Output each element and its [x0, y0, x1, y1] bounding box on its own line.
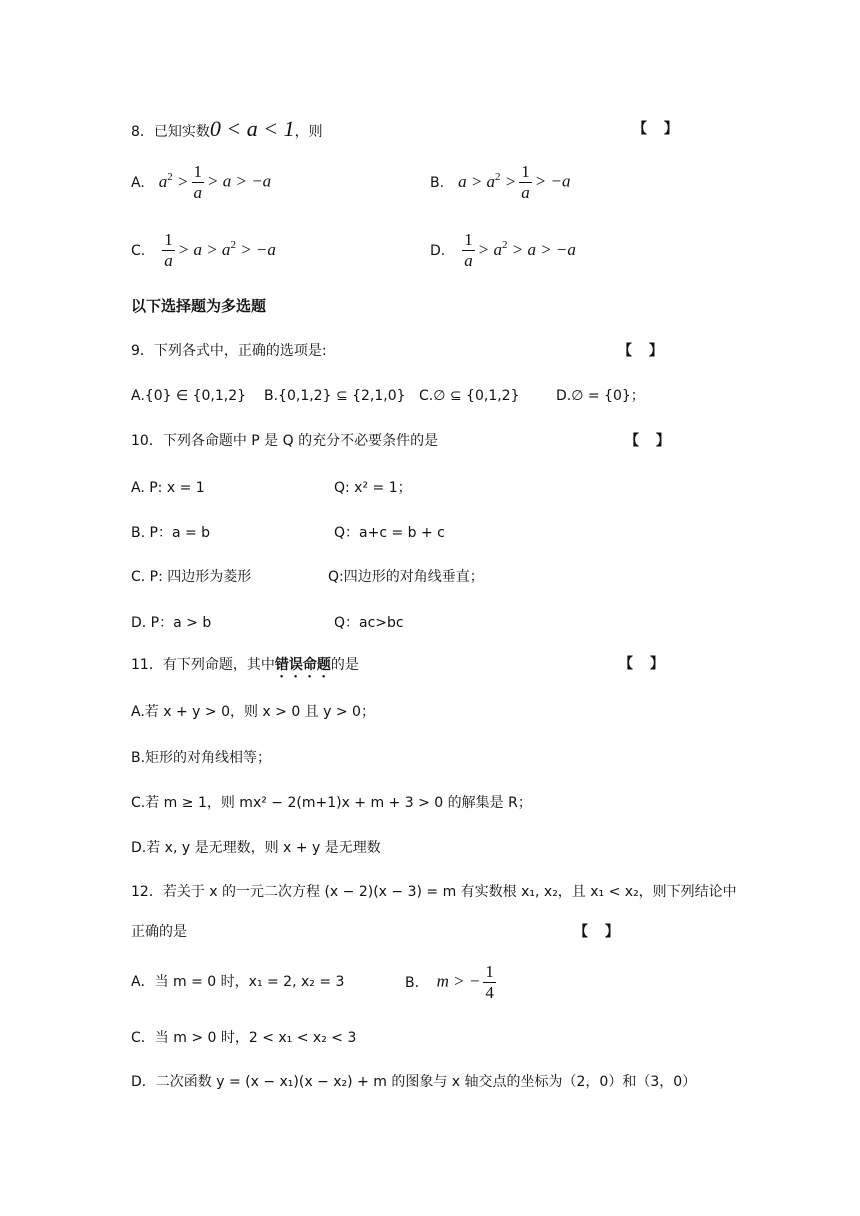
q9-option-d: D.∅ = {0}； — [556, 388, 645, 404]
q8-option-b: B. $a > a^2$ > $\frac{1}{a}$ > −a — [430, 162, 571, 202]
q11-option-b: B.矩形的对角线相等； — [131, 750, 272, 766]
q10-option-b-q: Q：a+c = b + c — [334, 525, 445, 541]
q10-stem: 10．下列各命题中 P 是 Q 的充分不必要条件的是 — [131, 433, 439, 449]
q12-option-c: C．当 m > 0 时，2 < x₁ < x₂ < 3 — [131, 1030, 357, 1046]
q8-option-c: C. $\frac{1}{a}$ > $a > a^2 > -a$ — [131, 230, 276, 270]
q8-option-a-label: A. — [131, 174, 145, 191]
q9-option-b: B.{0,1,2} ⊆ {2,1,0} — [264, 388, 406, 404]
q11-stem-prefix: 11．有下列命题，其中 — [131, 657, 275, 673]
q8-answer-bracket: 【 】 — [633, 121, 684, 137]
q12-option-a: A．当 m = 0 时，x₁ = 2, x₂ = 3 — [131, 974, 345, 990]
q12-option-d: D．二次函数 y = (x − x₁)(x − x₂) + m 的图象与 x 轴交点的坐标为（2，0）和（3，0） — [131, 1074, 697, 1090]
q10-option-c-p: C. P: 四边形为菱形 — [131, 569, 252, 585]
q12-answer-bracket: 【 】 — [574, 924, 625, 940]
q9-option-c: C.∅ ⊆ {0,1,2} — [419, 388, 520, 404]
q8-stem-math: 0 < a < 1 — [209, 116, 295, 141]
q8-option-c-label: C. — [131, 242, 146, 259]
section-title: 以下选择题为多选题 — [131, 297, 267, 315]
q9-option-a: A.{0} ∈ {0,1,2} — [131, 388, 247, 404]
q9-stem: 9．下列各式中，正确的选项是: — [131, 343, 327, 359]
q10-option-d-q: Q：ac>bc — [334, 615, 404, 631]
q12-option-b-label: B． — [405, 974, 429, 991]
q8-stem-suffix: ，则 — [294, 124, 323, 140]
q11-stem-suffix: 的是 — [330, 657, 359, 673]
q10-option-c-q: Q:四边形的对角线垂直； — [328, 569, 484, 585]
q10-option-d-p: D. P：a > b — [131, 615, 212, 631]
q11-answer-bracket: 【 】 — [619, 656, 670, 672]
q11-option-c: C.若 m ≥ 1，则 mx² − 2(m+1)x + m + 3 > 0 的解集是 R； — [131, 795, 532, 811]
q8-stem — [131, 118, 323, 140]
q9-answer-bracket: 【 】 — [618, 343, 669, 359]
q8-stem-prefix: 8．已知实数 — [131, 124, 210, 140]
q10-option-a-q: Q: x² = 1； — [334, 480, 412, 496]
q11-option-a: A.若 x + y > 0，则 x > 0 且 y > 0； — [131, 704, 375, 720]
q11-option-d: D.若 x, y 是无理数，则 x + y 是无理数 — [131, 840, 381, 856]
q8-option-d-label: D. — [430, 242, 446, 259]
q12-stem: 12．若关于 x 的一元二次方程 (x − 2)(x − 3) = m 有实数根 x₁, x₂，且 x₁ < x₂，则下列结论中 — [131, 884, 737, 900]
q11-stem-emphasis: 错误命题 — [274, 657, 331, 673]
q8-option-d: D. $\frac{1}{a}$ > $a^2 > a > -a$ — [430, 230, 576, 270]
q11-stem — [131, 657, 359, 681]
q10-option-a-p: A. P: x = 1 — [131, 480, 205, 496]
q12-option-b: B． m > − $\frac{1}{4}$ — [405, 962, 494, 1002]
q12-stem-line2: 正确的是 — [131, 924, 187, 940]
q8-option-b-label: B. — [430, 174, 445, 191]
q8-option-a: A. $a^2$ > $\frac{1}{a}$ > a > −a — [131, 162, 272, 202]
q10-option-b-p: B. P：a = b — [131, 525, 211, 541]
q10-answer-bracket: 【 】 — [625, 433, 676, 449]
